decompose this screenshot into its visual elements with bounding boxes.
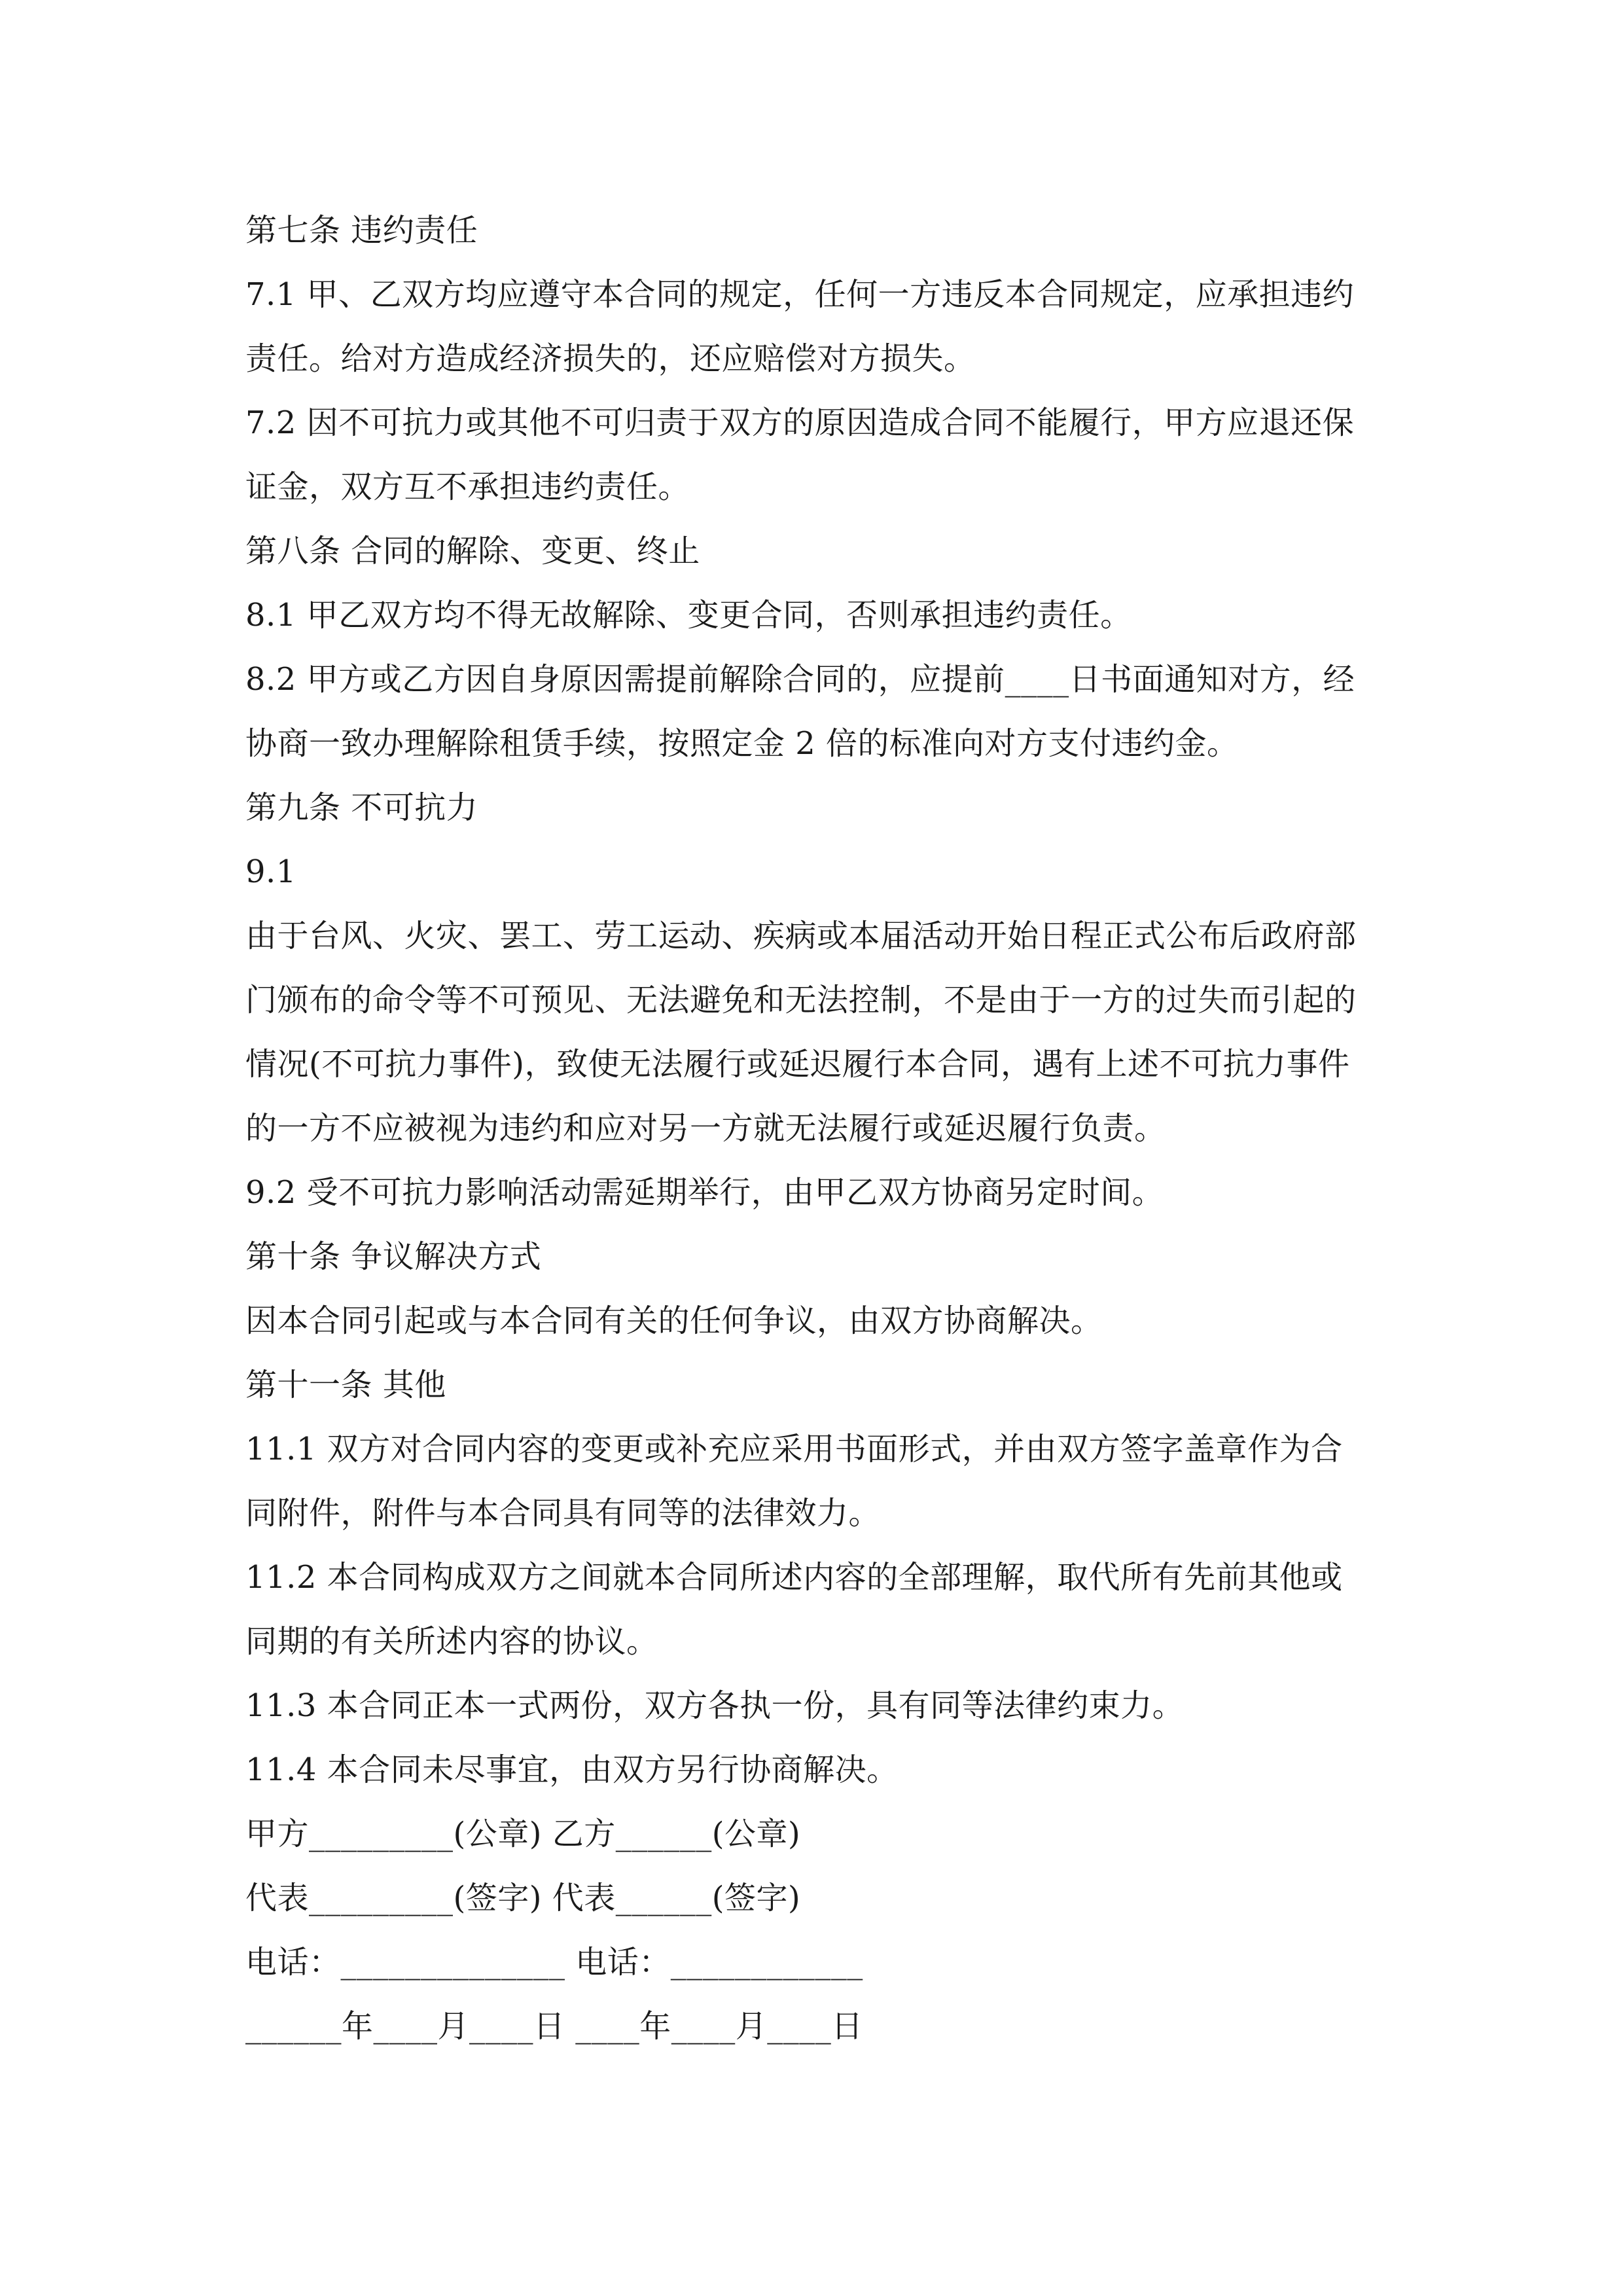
signature-representative-line: 代表_________(签字) 代表______(签字) <box>245 1880 801 1916</box>
clause-9-1-line-2: 门颁布的命令等不可预见、无法避免和无法控制，不是由于一方的过失而引起的 <box>245 982 1357 1018</box>
clause-9-2: 9.2 受不可抗力影响活动需延期举行，由甲乙双方协商另定时间。 <box>245 1174 1164 1211</box>
contract-text <box>245 198 1381 2058</box>
signature-date-line: ______年____月____日 ____年____月____日 <box>245 2008 863 2045</box>
article-10-heading: 第十条 争议解决方式 <box>245 1238 542 1275</box>
clause-7-2-line-1: 7.2 因不可抗力或其他不可归责于双方的原因造成合同不能履行，甲方应退还保 <box>245 404 1355 441</box>
signature-phone-line: 电话：______________ 电话：____________ <box>245 1944 863 1981</box>
clause-11-4: 11.4 本合同未尽事宜，由双方另行协商解决。 <box>245 1751 899 1788</box>
clause-11-2-line-2: 同期的有关所述内容的协议。 <box>245 1623 658 1660</box>
signature-party-line: 甲方_________(公章) 乙方______(公章) <box>245 1816 801 1852</box>
clause-11-1-line-2: 同附件，附件与本合同具有同等的法律效力。 <box>245 1495 881 1532</box>
clause-8-2-line-2: 协商一致办理解除租赁手续，按照定金 2 倍的标准向对方支付违约金。 <box>245 725 1239 762</box>
clause-9-1-number: 9.1 <box>245 853 296 890</box>
article-8-heading: 第八条 合同的解除、变更、终止 <box>245 533 700 569</box>
clause-8-2-line-1: 8.2 甲方或乙方因自身原因需提前解除合同的，应提前____日书面通知对方，经 <box>245 661 1355 698</box>
clause-8-1: 8.1 甲乙双方均不得无故解除、变更合同，否则承担违约责任。 <box>245 597 1132 634</box>
clause-7-2-line-2: 证金，双方互不承担违约责任。 <box>245 469 690 505</box>
article-11-heading: 第十一条 其他 <box>245 1367 446 1403</box>
clause-11-2-line-1: 11.2 本合同构成双方之间就本合同所述内容的全部理解，取代所有先前其他或 <box>245 1559 1343 1596</box>
clause-9-1-line-3: 情况(不可抗力事件)，致使无法履行或延迟履行本合同，遇有上述不可抗力事件 <box>245 1046 1350 1083</box>
article-7-heading: 第七条 违约责任 <box>245 212 478 249</box>
clause-7-1-line-1: 7.1 甲、乙双方均应遵守本合同的规定，任何一方违反本合同规定，应承担违约 <box>245 276 1355 313</box>
clause-9-1-line-4: 的一方不应被视为违约和应对另一方就无法履行或延迟履行负责。 <box>245 1110 1166 1147</box>
clause-9-1-line-1: 由于台风、火灾、罢工、劳工运动、疾病或本届活动开始日程正式公布后政府部 <box>245 918 1357 954</box>
article-10-text: 因本合同引起或与本合同有关的任何争议，由双方协商解决。 <box>245 1302 1103 1339</box>
clause-7-1-line-2: 责任。给对方造成经济损失的，还应赔偿对方损失。 <box>245 340 976 377</box>
article-9-heading: 第九条 不可抗力 <box>245 789 478 826</box>
clause-11-3: 11.3 本合同正本一式两份，双方各执一份，具有同等法律约束力。 <box>245 1687 1185 1724</box>
clause-11-1-line-1: 11.1 双方对合同内容的变更或补充应采用书面形式，并由双方签字盖章作为合 <box>245 1431 1343 1467</box>
